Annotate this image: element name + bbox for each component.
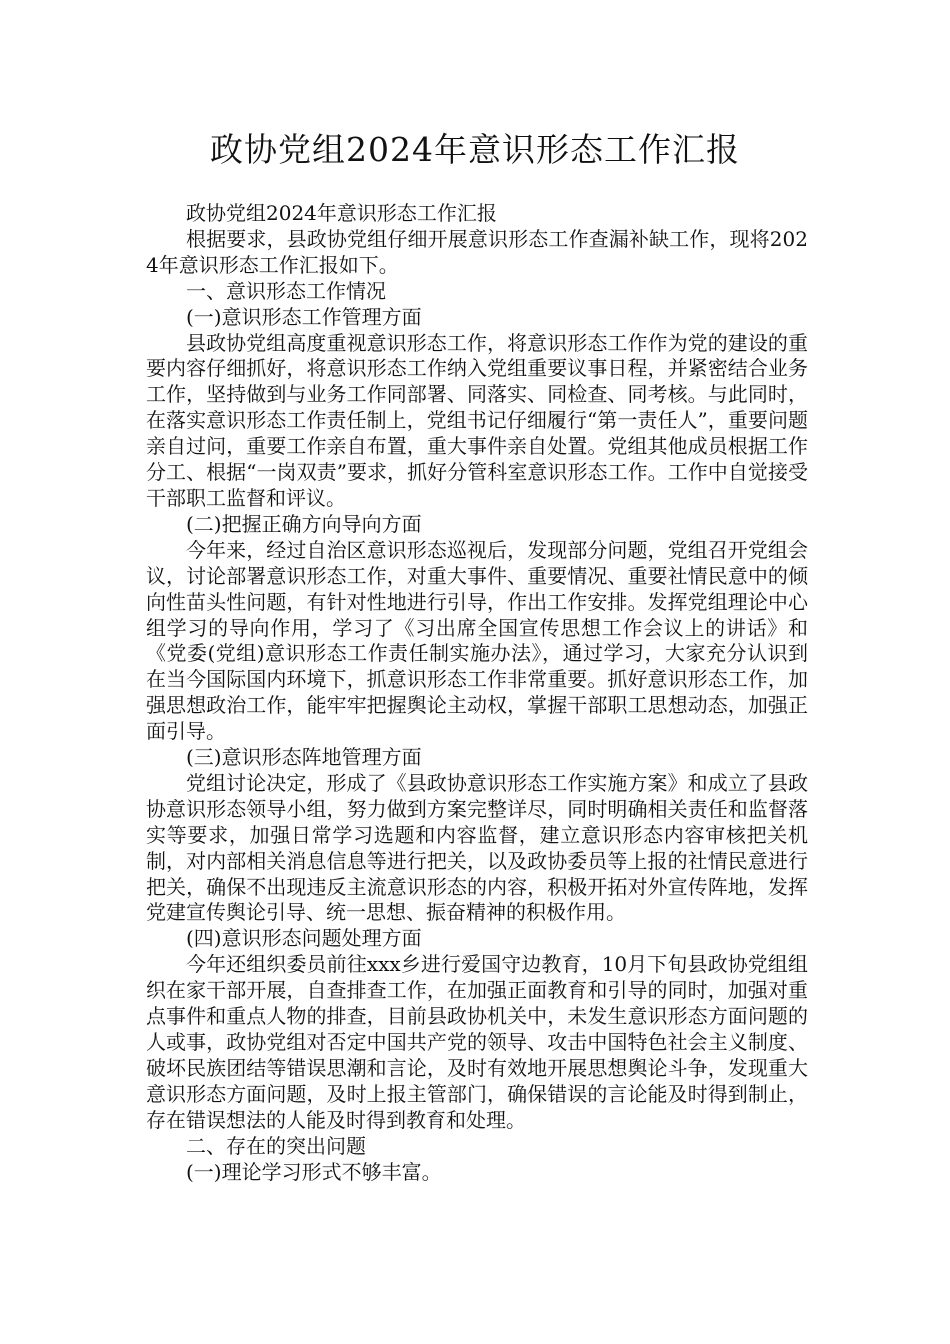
body-heading: 政协党组2024年意识形态工作汇报: [186, 201, 497, 225]
section-heading-2: 二、存在的突出问题: [186, 1133, 366, 1158]
section-heading-1: 一、意识形态工作情况: [186, 278, 386, 303]
intro-paragraph: 根据要求，县政协党组仔细开展意识形态工作查漏补缺工作，现将2024年意识形态工作汇报如下。: [146, 226, 808, 277]
document-body: [146, 201, 808, 1185]
paragraph-direction: 今年来，经过自治区意识形态巡视后，发现部分问题，党组召开党组会议，讨论部署意识形态工作，对重大事件、重要情况、重要社情民意中的倾向性苗头性问题，有针对性地进行引导，作出工作安排。发挥党组理论中心组学习的导向作用，学习了《习出席全国宣传思想工作会议上的讲话》和《党委(党组)意识形态工作责任制实施办法》，通过学习，大家充分认识到在当今国际国内环境下，抓意识形态工作非常重要。抓好意识形态工作，加强思想政治工作，能牢牢把握舆论主动权，掌握干部职工思想动态，加强正面引导。: [146, 537, 808, 744]
paragraph-handling: 今年还组织委员前往xxx乡进行爱国守边教育，10月下旬县政协党组组织在家干部开展，自查排查工作，在加强正面教育和引导的同时，加强对重点事件和重点人物的排查，目前县政协机关中，未发生意识形态方面问题的人或事，政协党组对否定中国共产党的领导、攻击中国特色社会主义制度、破坏民族团结等错误思潮和言论，及时有效地开展思想舆论斗争，发现重大意识形态方面问题，及时上报主管部门，确保错误的言论能及时得到制止，存在错误想法的人能及时得到教育和处理。: [146, 952, 808, 1132]
subsection-heading-1-2: (二)把握正确方向导向方面: [186, 511, 422, 536]
paragraph-management: 县政协党组高度重视意识形态工作，将意识形态工作作为党的建设的重要内容仔细抓好，将意识形态工作纳入党组重要议事日程，并紧密结合业务工作，坚持做到与业务工作同部署、同落实、同检查、同考核。与此同时，在落实意识形态工作责任制上，党组书记仔细履行“第一责任人”，重要问题亲自过问，重要工作亲自布置，重大事件亲自处置。党组其他成员根据工作分工、根据“一岗双责”要求，抓好分管科室意识形态工作。工作中自觉接受干部职工监督和评议。: [146, 330, 808, 510]
paragraph-position: 党组讨论决定，形成了《县政协意识形态工作实施方案》和成立了县政协意识形态领导小组，努力做到方案完整详尽，同时明确相关责任和监督落实等要求，加强日常学习选题和内容监督，建立意识形态内容审核把关机制，对内部相关消息信息等进行把关，以及政协委员等上报的社情民意进行把关，确保不出现违反主流意识形态的内容，积极开拓对外宣传阵地，发挥党建宣传舆论引导、统一思想、振奋精神的积极作用。: [146, 770, 808, 925]
document-title: 政协党组2024年意识形态工作汇报: [210, 130, 740, 169]
subsection-heading-1-1: (一)意识形态工作管理方面: [186, 304, 422, 329]
subsection-heading-2-1: (一)理论学习形式不够丰富。: [186, 1159, 442, 1184]
subsection-heading-1-3: (三)意识形态阵地管理方面: [186, 745, 422, 770]
subsection-heading-1-4: (四)意识形态问题处理方面: [186, 926, 422, 951]
